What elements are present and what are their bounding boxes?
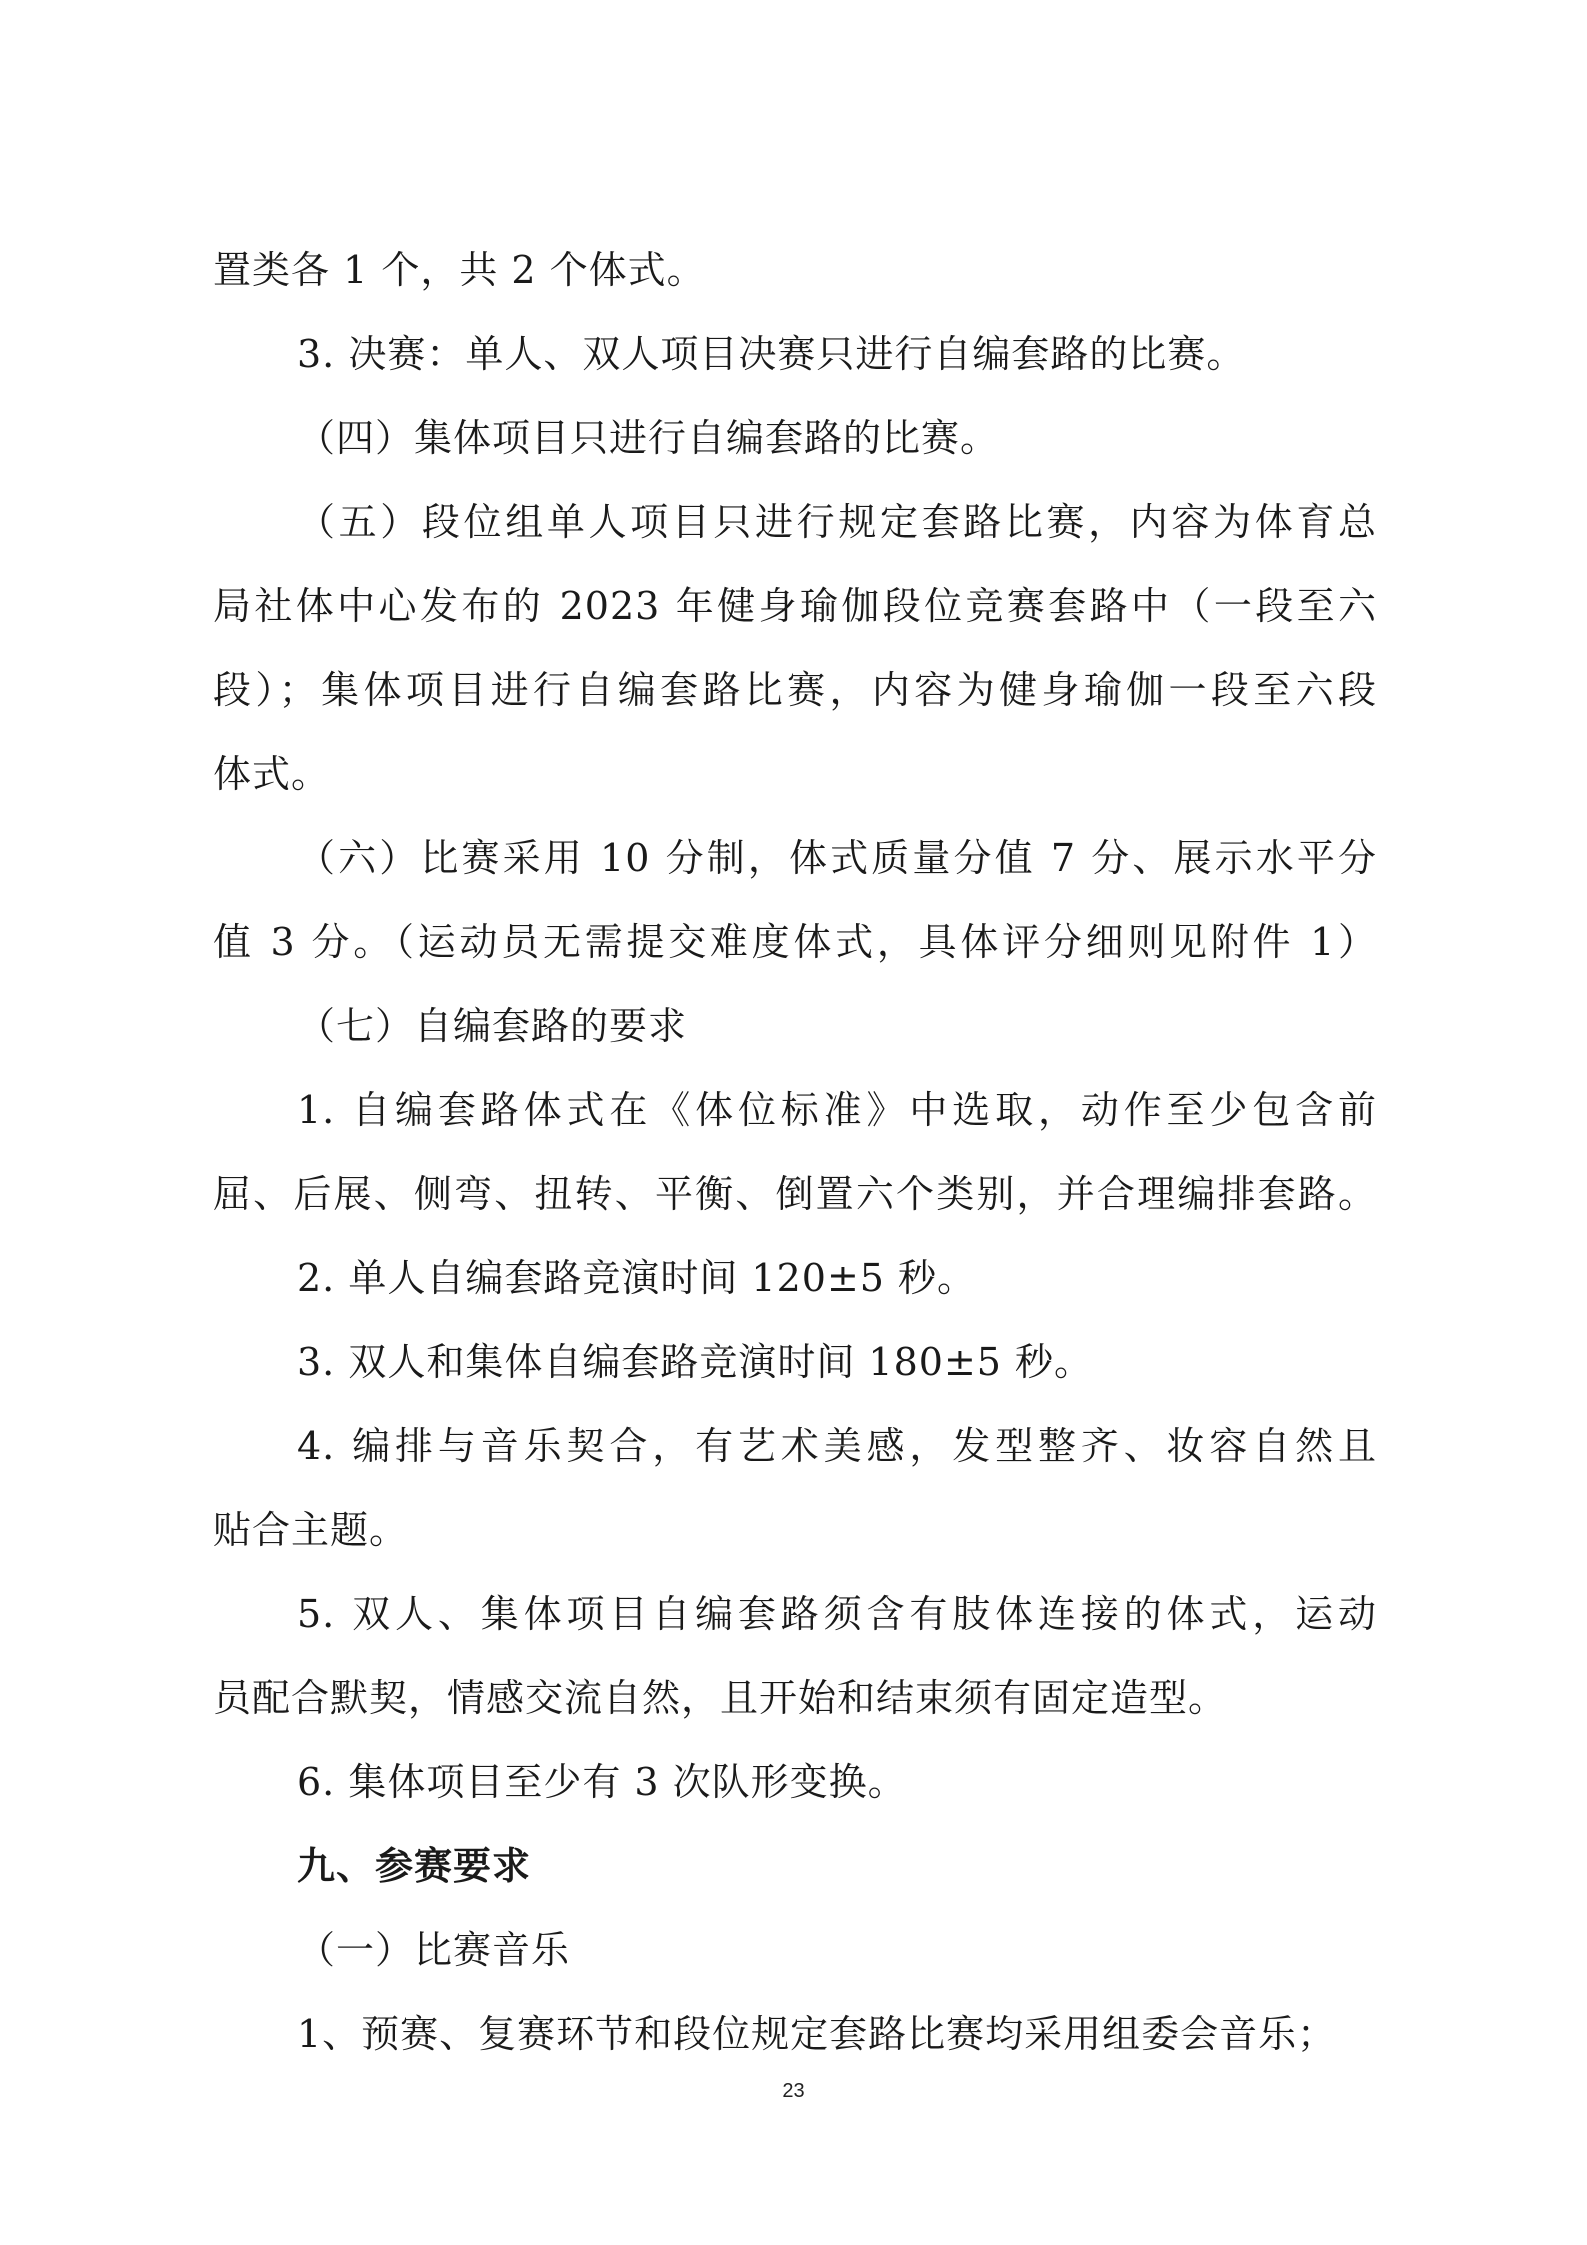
paragraph-line: 5. 双人、集体项目自编套路须含有肢体连接的体式，运动 [297,1592,1377,1636]
paragraph-line: 体式。 [213,752,331,796]
section-subheading: （七）自编套路的要求 [297,1004,688,1048]
paragraph-line: 1. 自编套路体式在《体位标准》中选取，动作至少包含前 [297,1088,1377,1132]
paragraph-line: 6. 集体项目至少有 3 次队形变换。 [297,1760,907,1804]
paragraph-line: 员配合默契，情感交流自然，且开始和结束须有固定造型。 [213,1676,1228,1720]
paragraph-line: 3. 决赛：单人、双人项目决赛只进行自编套路的比赛。 [297,332,1246,376]
paragraph-line: （四）集体项目只进行自编套路的比赛。 [297,416,1000,460]
paragraph-line: 值 3 分。（运动员无需提交难度体式，具体评分细则见附件 1） [213,920,1377,964]
paragraph-line: 段）；集体项目进行自编套路比赛，内容为健身瑜伽一段至六段 [213,668,1377,712]
paragraph-line: 3. 双人和集体自编套路竞演时间 180±5 秒。 [297,1340,1094,1384]
paragraph-line: 2. 单人自编套路竞演时间 120±5 秒。 [297,1256,977,1300]
document-body [213,228,1377,2076]
paragraph-line: 置类各 1 个，共 2 个体式。 [213,248,706,292]
section-heading: 九、参赛要求 [297,1844,532,1888]
paragraph-line: 4. 编排与音乐契合，有艺术美感，发型整齐、妆容自然且 [297,1424,1377,1468]
page-number: 23 [782,2080,805,2102]
paragraph-line: 1、预赛、复赛环节和段位规定套路比赛均采用组委会音乐； [297,2012,1337,2056]
paragraph-line: 贴合主题。 [213,1508,409,1552]
paragraph-line: （五）段位组单人项目只进行规定套路比赛，内容为体育总 [297,500,1377,544]
section-subheading: （一）比赛音乐 [297,1928,571,1972]
paragraph-line: （六）比赛采用 10 分制，体式质量分值 7 分、展示水平分 [297,836,1377,880]
paragraph-line: 局社体中心发布的 2023 年健身瑜伽段位竞赛套路中（一段至六 [213,584,1377,628]
paragraph-line: 屈、后展、侧弯、扭转、平衡、倒置六个类别，并合理编排套路。 [213,1172,1377,1216]
